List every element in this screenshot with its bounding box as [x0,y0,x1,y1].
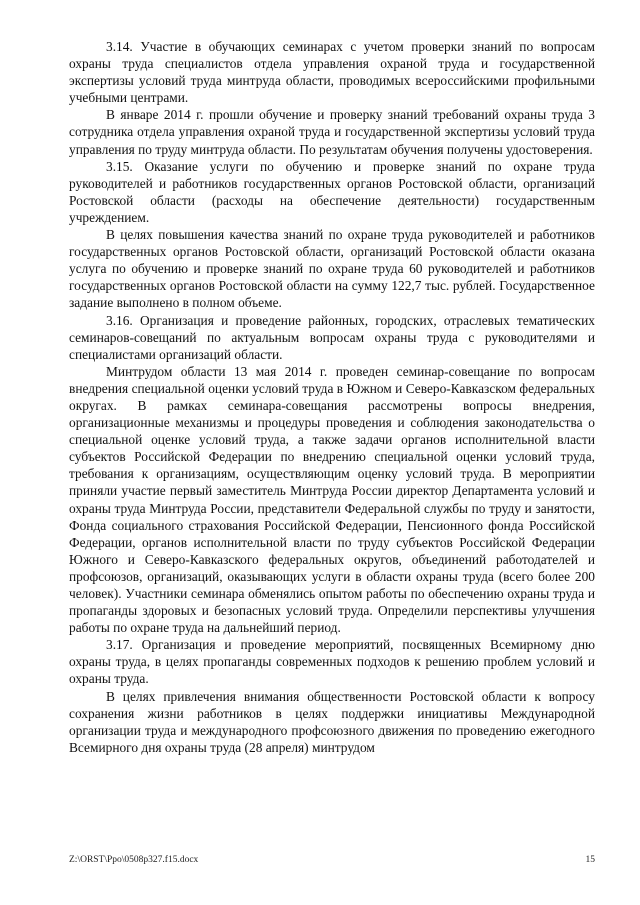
footer-file-path: Z:\ORST\Ppo\0508p327.f15.docx [69,855,199,865]
page-number: 15 [585,855,595,865]
paragraph-3-17: 3.17. Организация и проведение мероприятий, посвященных Всемирному дню охраны труда, в целях пропаганды современных подходов к решению проблем условий и охраны труда. [69,637,595,687]
paragraph-3-14: 3.14. Участие в обучающих семинарах с учетом проверки знаний по вопросам охраны труда специалистов отдела управления охраной труда и государственной экспертизы условий труда минтруда области, проводимых всероссийскими профильными учебными центрами. [69,39,595,106]
paragraph-3-16: 3.16. Организация и проведение районных, городских, отраслевых тематических семинаров-совещаний по актуальным вопросам охраны труда с руководителями и специалистами организаций области. [69,312,595,362]
document-body [69,38,595,756]
paragraph-3-14-result: В январе 2014 г. прошли обучение и проверку знаний требований охраны труда 3 сотрудника отдела управления охраной труда и государственной экспертизы условий труда управления по труду минтруда области. По результатам обучения получены удостоверения. [69,107,595,157]
paragraph-3-15: 3.15. Оказание услуги по обучению и проверке знаний по охране труда руководителей и работников государственных органов Ростовской области, организаций Ростовской области (расходы на обеспечение деятельности) государственным учреждением. [69,158,595,225]
paragraph-3-15-result: В целях повышения качества знаний по охране труда руководителей и работников государственных органов Ростовской области, организаций Ростовской области оказана услуга по обучению и проверке знаний по охране труда 60 руководителей и работников государственных органов Ростовской области на сумму 122,7 тыс. рублей. Государственное задание выполнено в полном объеме. [69,227,595,311]
paragraph-3-16-result: Минтрудом области 13 мая 2014 г. проведен семинар-совещание по вопросам внедрения специальной оценки условий труда в Южном и Северо-Кавказском федеральных округах. В рамках семинара-совещания рассмотрены вопросы внедрения, организационные механизмы и процедуры проведения и соблюдения законодательства о специальной оценке условий труда, а также задачи органов исполнительной власти субъектов Российской Федерации по внедрению специальной оценки условий труда, требования к организациям, осуществляющим оценку условий труда. В мероприятии приняли участие первый заместитель Минтруда России директор Департамента условий и охраны труда Минтруда России, представители Федеральной службы по труду и занятости, Фонда социального страхования Российской Федерации, Пенсионного фонда Российской Федерации, органов исполнительной власти по труду субъектов Российской Федерации Южного и Северо-Кавказского федеральных округов, объединений работодателей и профсоюзов, организаций, оказывающих услуги в области охраны труда (всего более 200 человек). Участники семинара обменялись опытом работы по обеспечению охраны труда и пропаганды здоровых и безопасных условий труда. Определили перспективы улучшения работы по охране труда на дальнейший период. [69,363,595,636]
paragraph-3-17-result: В целях привлечения внимания общественности Ростовской области к вопросу сохранения жизни работников в целях поддержки инициативы Международной организации труда и международного профсоюзного движения по проведению ежегодного Всемирного дня охраны труда (28 апреля) минтрудом [69,688,595,755]
